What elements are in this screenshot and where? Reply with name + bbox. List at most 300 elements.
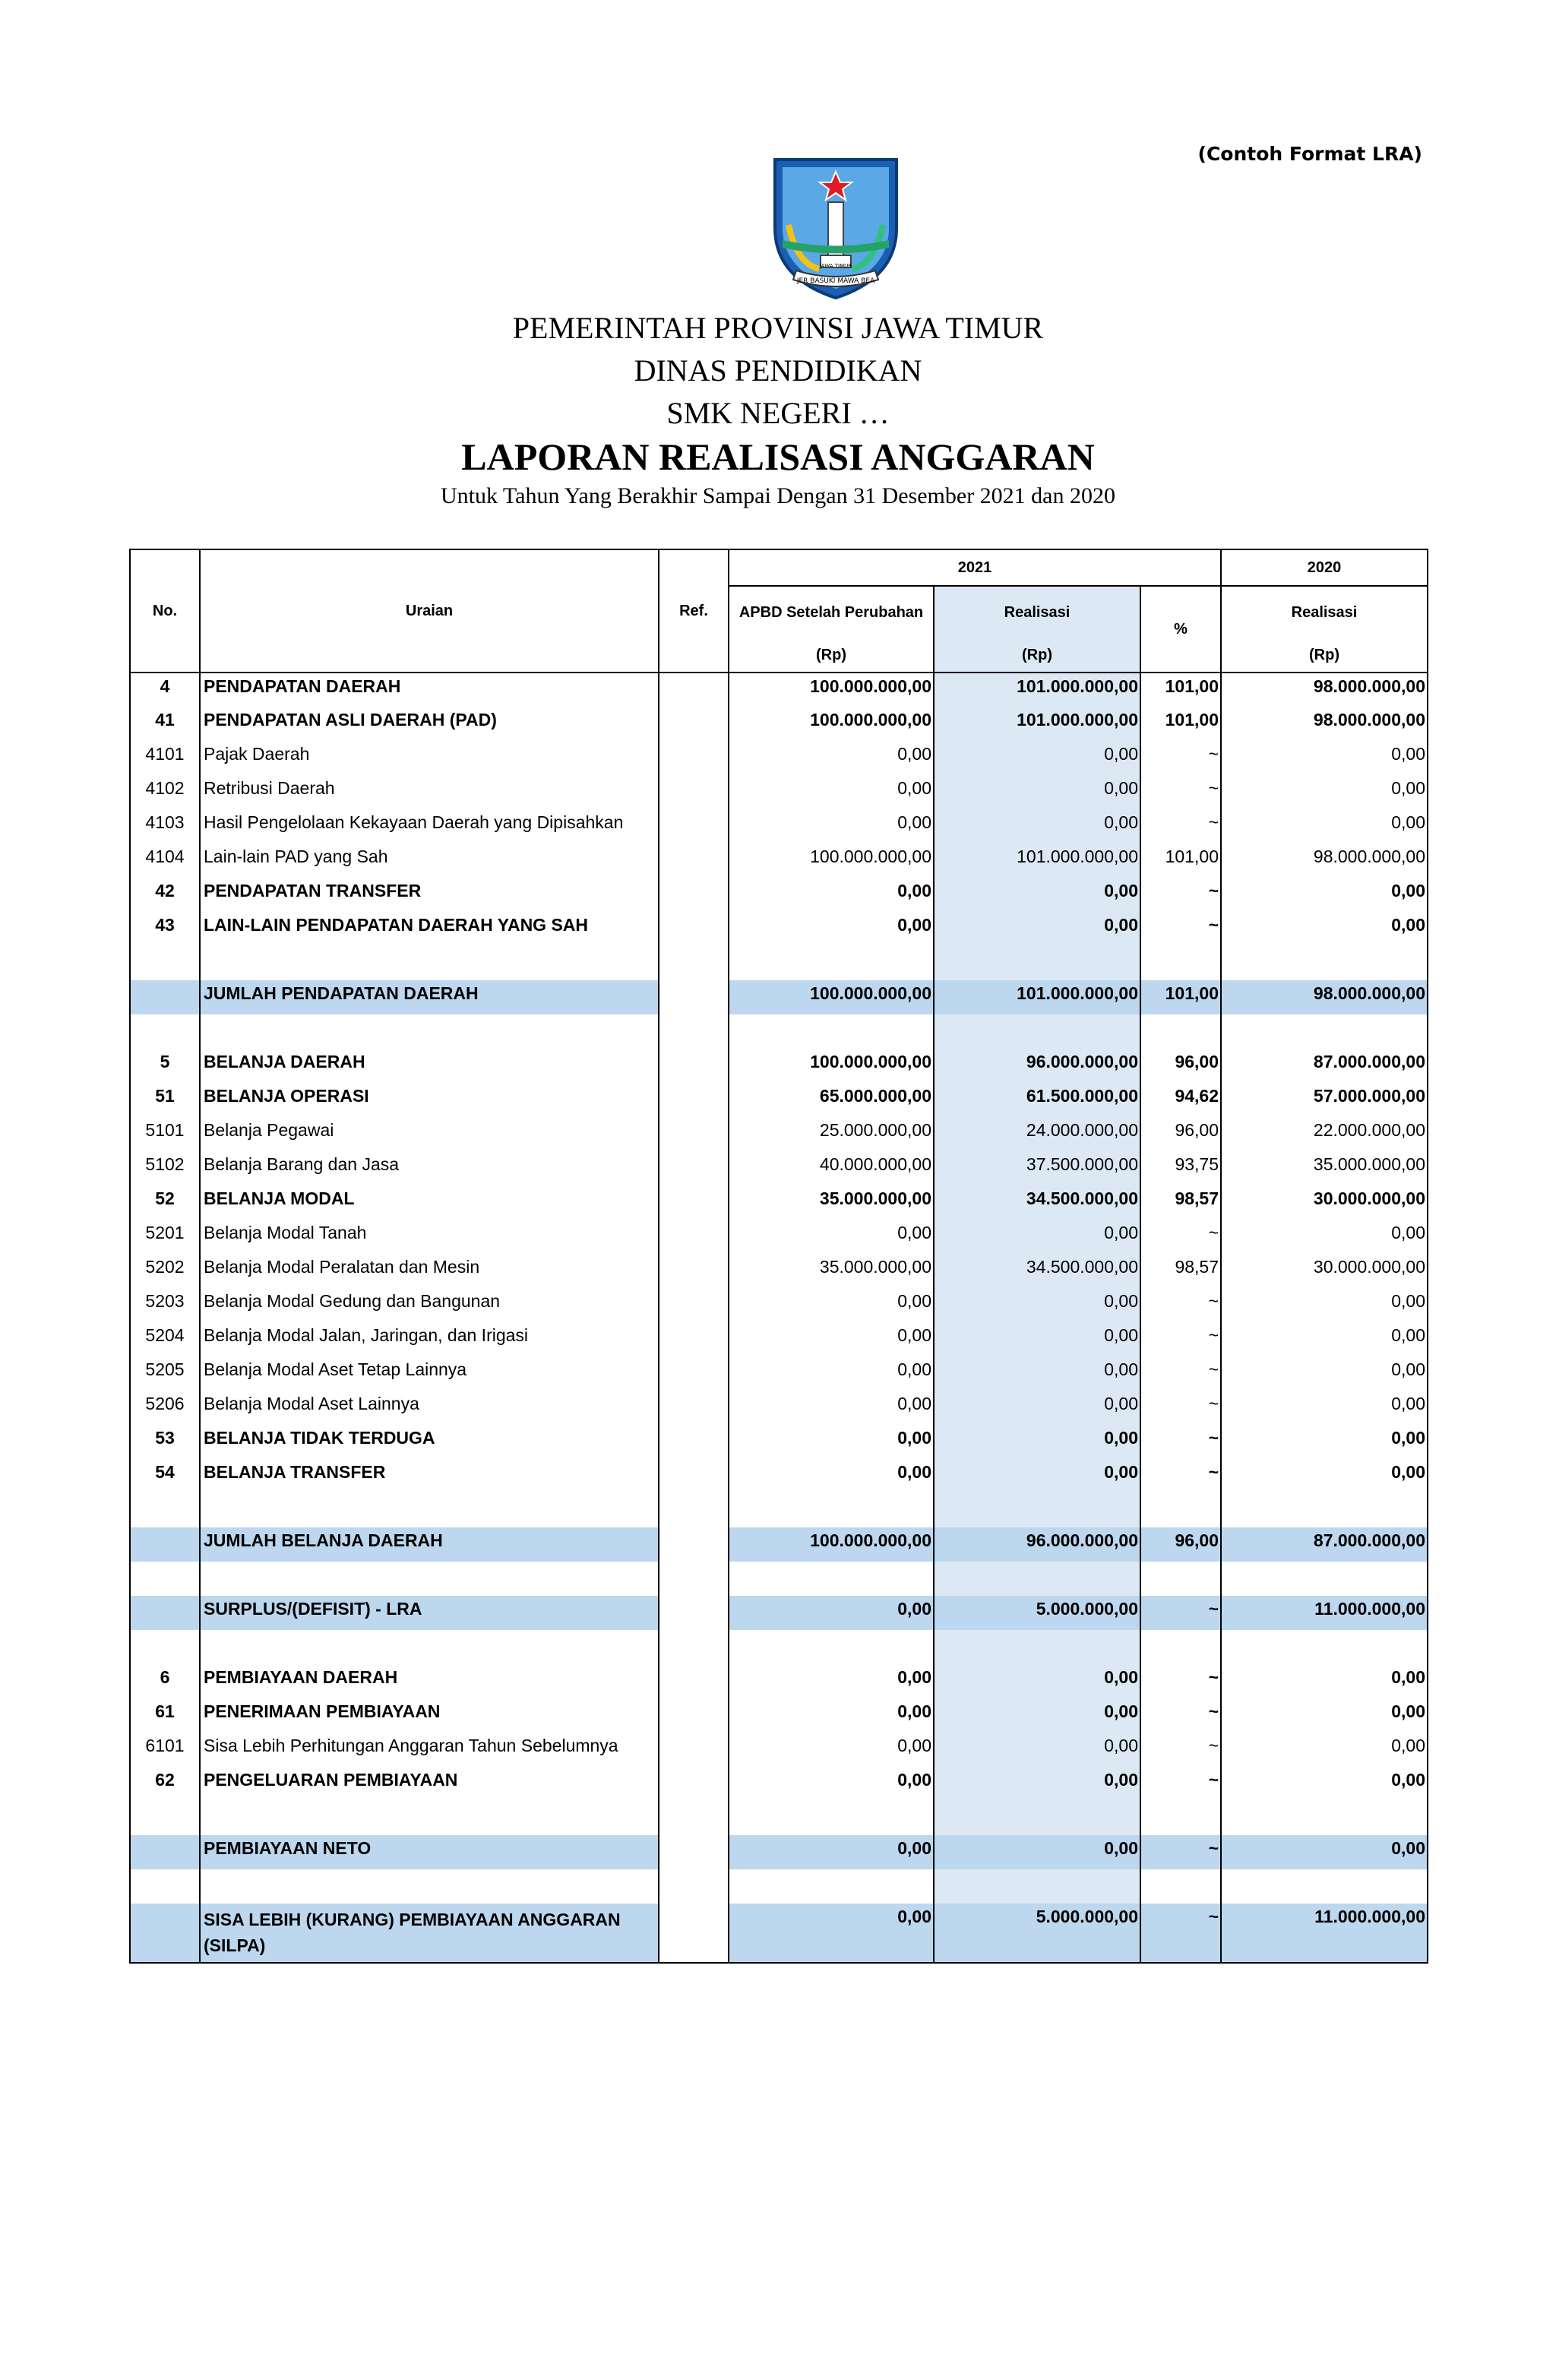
header-school: SMK NEGERI … [666,396,890,430]
header-pct: % [1140,586,1221,673]
cell-ref [659,1733,729,1767]
cell-pct [1140,1630,1221,1664]
cell-realisasi [934,1014,1140,1049]
cell-uraian: Belanja Modal Jalan, Jaringan, dan Irigasi [200,1322,659,1356]
cell-realisasi: 101.000.000,00 [934,707,1140,741]
cell-no: 41 [130,707,200,741]
cell-no: 43 [130,912,200,946]
cell-apbd: 65.000.000,00 [729,1083,934,1117]
cell-uraian: Belanja Barang dan Jasa [200,1151,659,1185]
cell-no: 53 [130,1425,200,1459]
table-row [130,1185,1428,1220]
cell-no [130,980,200,1014]
cell-uraian: Pajak Daerah [200,741,659,775]
cell-uraian: LAIN-LAIN PENDAPATAN DAERAH YANG SAH [200,912,659,946]
cell-apbd: 0,00 [729,878,934,912]
table-row [130,1391,1428,1425]
cell-ref [659,1322,729,1356]
cell-ref [659,1254,729,1288]
cell-no: 5102 [130,1151,200,1185]
cell-pct: ~ [1140,1356,1221,1391]
cell-realisasi-2020: 0,00 [1221,1425,1428,1459]
total-row [130,1596,1428,1630]
cell-apbd: 0,00 [729,912,934,946]
cell-pct: 96,00 [1140,1527,1221,1562]
cell-pct: 101,00 [1140,980,1221,1014]
cell-realisasi-2020: 11.000.000,00 [1221,1904,1428,1963]
cell-realisasi: 5.000.000,00 [934,1904,1140,1963]
cell-uraian: Lain-lain PAD yang Sah [200,843,659,878]
cell-apbd: 100.000.000,00 [729,1527,934,1562]
cell-ref [659,1630,729,1664]
cell-realisasi-2020: 0,00 [1221,1459,1428,1493]
header-ref: Ref. [659,549,729,673]
cell-apbd: 35.000.000,00 [729,1185,934,1220]
cell-apbd: 40.000.000,00 [729,1151,934,1185]
cell-realisasi: 34.500.000,00 [934,1254,1140,1288]
cell-ref [659,1049,729,1083]
cell-apbd: 0,00 [729,1904,934,1963]
header-department: DINAS PENDIDIKAN [634,353,922,388]
cell-apbd [729,1869,934,1904]
cell-uraian: Belanja Modal Peralatan dan Mesin [200,1254,659,1288]
cell-ref [659,1459,729,1493]
spacer-row [130,1014,1428,1049]
cell-pct: 96,00 [1140,1049,1221,1083]
cell-no: 5 [130,1049,200,1083]
cell-no: 5204 [130,1322,200,1356]
cell-uraian: PENERIMAAN PEMBIAYAAN [200,1698,659,1733]
cell-pct: ~ [1140,1733,1221,1767]
total-row [130,1835,1428,1869]
cell-ref [659,1117,729,1151]
cell-pct: ~ [1140,1596,1221,1630]
cell-realisasi: 37.500.000,00 [934,1151,1140,1185]
cell-pct: ~ [1140,1698,1221,1733]
table-row [130,1049,1428,1083]
table-row [130,878,1428,912]
spacer-row [130,1630,1428,1664]
header-realisasi-2021: Realisasi [934,586,1140,639]
cell-apbd: 100.000.000,00 [729,1049,934,1083]
table-row [130,1767,1428,1801]
cell-ref [659,1698,729,1733]
cell-pct: ~ [1140,1664,1221,1698]
table-row [130,1083,1428,1117]
header-realisasi-2020: Realisasi [1221,586,1428,639]
cell-pct: ~ [1140,1425,1221,1459]
cell-no: 5201 [130,1220,200,1254]
cell-realisasi [934,1801,1140,1835]
table-row [130,1425,1428,1459]
total-row [130,980,1428,1014]
cell-realisasi: 0,00 [934,741,1140,775]
table-row [130,1459,1428,1493]
cell-no: 62 [130,1767,200,1801]
cell-pct: ~ [1140,912,1221,946]
cell-realisasi-2020: 30.000.000,00 [1221,1185,1428,1220]
cell-ref [659,741,729,775]
cell-uraian: PENDAPATAN DAERAH [200,673,659,707]
cell-pct: 96,00 [1140,1117,1221,1151]
report-title: LAPORAN REALISASI ANGGARAN [461,435,1095,478]
header-year-2020: 2020 [1221,549,1428,586]
cell-ref [659,1767,729,1801]
cell-realisasi-2020: 0,00 [1221,741,1428,775]
cell-uraian: JUMLAH BELANJA DAERAH [200,1527,659,1562]
table-row [130,707,1428,741]
cell-uraian: Belanja Modal Aset Lainnya [200,1391,659,1425]
cell-realisasi-2020: 87.000.000,00 [1221,1049,1428,1083]
cell-apbd: 100.000.000,00 [729,843,934,878]
cell-pct: ~ [1140,1767,1221,1801]
cell-no [130,1869,200,1904]
header-no: No. [130,549,200,673]
cell-realisasi-2020 [1221,1562,1428,1596]
cell-realisasi: 96.000.000,00 [934,1049,1140,1083]
cell-realisasi-2020 [1221,1630,1428,1664]
cell-ref [659,1527,729,1562]
cell-no [130,1493,200,1527]
cell-no: 61 [130,1698,200,1733]
cell-apbd: 0,00 [729,1767,934,1801]
cell-realisasi-2020: 0,00 [1221,1288,1428,1322]
cell-ref [659,1493,729,1527]
cell-realisasi: 101.000.000,00 [934,673,1140,707]
cell-no [130,1835,200,1869]
cell-realisasi-2020: 0,00 [1221,775,1428,809]
cell-realisasi: 0,00 [934,1220,1140,1254]
cell-ref [659,707,729,741]
cell-realisasi-2020: 57.000.000,00 [1221,1083,1428,1117]
cell-pct [1140,1493,1221,1527]
cell-uraian: SURPLUS/(DEFISIT) - LRA [200,1596,659,1630]
cell-uraian [200,1630,659,1664]
table-row [130,1733,1428,1767]
cell-realisasi-2020: 0,00 [1221,1733,1428,1767]
cell-pct: 101,00 [1140,843,1221,878]
cell-no: 6101 [130,1733,200,1767]
cell-ref [659,809,729,843]
cell-realisasi: 0,00 [934,1698,1140,1733]
cell-realisasi: 101.000.000,00 [934,980,1140,1014]
cell-realisasi: 0,00 [934,912,1140,946]
cell-realisasi: 0,00 [934,1425,1140,1459]
cell-ref [659,912,729,946]
cell-no: 4101 [130,741,200,775]
cell-no: 4103 [130,809,200,843]
cell-uraian: BELANJA TIDAK TERDUGA [200,1425,659,1459]
cell-realisasi [934,946,1140,980]
cell-apbd: 0,00 [729,1356,934,1391]
spacer-row [130,1801,1428,1835]
cell-pct: 98,57 [1140,1185,1221,1220]
cell-uraian [200,1801,659,1835]
cell-realisasi: 34.500.000,00 [934,1185,1140,1220]
cell-apbd: 0,00 [729,1596,934,1630]
cell-pct: ~ [1140,775,1221,809]
cell-realisasi-2020: 87.000.000,00 [1221,1527,1428,1562]
total-row [130,1904,1428,1963]
cell-ref [659,1835,729,1869]
cell-realisasi: 0,00 [934,1664,1140,1698]
table-row [130,1117,1428,1151]
cell-uraian: PENGELUARAN PEMBIAYAAN [200,1767,659,1801]
cell-apbd: 100.000.000,00 [729,980,934,1014]
cell-apbd: 0,00 [729,1835,934,1869]
cell-uraian: PEMBIAYAAN DAERAH [200,1664,659,1698]
cell-realisasi: 0,00 [934,1356,1140,1391]
cell-uraian: Belanja Modal Tanah [200,1220,659,1254]
cell-no [130,946,200,980]
cell-realisasi-2020: 0,00 [1221,1391,1428,1425]
cell-uraian: BELANJA TRANSFER [200,1459,659,1493]
cell-realisasi [934,1493,1140,1527]
budget-table-wrapper [129,549,1428,1964]
cell-no [130,1801,200,1835]
cell-apbd: 0,00 [729,1288,934,1322]
cell-apbd [729,1562,934,1596]
cell-uraian: PEMBIAYAAN NETO [200,1835,659,1869]
cell-no: 5202 [130,1254,200,1288]
cell-apbd [729,1014,934,1049]
cell-apbd: 0,00 [729,1391,934,1425]
cell-pct: ~ [1140,1220,1221,1254]
cell-pct: ~ [1140,809,1221,843]
cell-realisasi: 0,00 [934,878,1140,912]
cell-realisasi-2020: 0,00 [1221,1698,1428,1733]
cell-uraian: JUMLAH PENDAPATAN DAERAH [200,980,659,1014]
cell-uraian: Retribusi Daerah [200,775,659,809]
cell-uraian: BELANJA OPERASI [200,1083,659,1117]
table-row [130,809,1428,843]
header-unit-realisasi: (Rp) [934,639,1140,673]
cell-realisasi-2020: 98.000.000,00 [1221,673,1428,707]
cell-pct: ~ [1140,1322,1221,1356]
cell-realisasi-2020 [1221,1014,1428,1049]
cell-pct: ~ [1140,741,1221,775]
table-row [130,1322,1428,1356]
cell-uraian: BELANJA MODAL [200,1185,659,1220]
cell-no: 5101 [130,1117,200,1151]
cell-apbd: 0,00 [729,809,934,843]
cell-realisasi: 0,00 [934,1459,1140,1493]
spacer-row [130,1562,1428,1596]
cell-pct: 98,57 [1140,1254,1221,1288]
spacer-row [130,1869,1428,1904]
cell-no: 54 [130,1459,200,1493]
cell-apbd: 100.000.000,00 [729,673,934,707]
table-header [130,549,1428,673]
cell-apbd: 0,00 [729,1664,934,1698]
cell-no [130,1014,200,1049]
cell-pct: ~ [1140,878,1221,912]
cell-realisasi: 0,00 [934,1322,1140,1356]
cell-pct [1140,1801,1221,1835]
cell-ref [659,1356,729,1391]
cell-realisasi-2020: 98.000.000,00 [1221,843,1428,878]
cell-pct: 101,00 [1140,707,1221,741]
cell-realisasi-2020: 98.000.000,00 [1221,707,1428,741]
cell-realisasi-2020: 0,00 [1221,1356,1428,1391]
cell-uraian [200,1869,659,1904]
coat-of-arms-logo [766,149,906,301]
cell-apbd [729,1801,934,1835]
cell-ref [659,1596,729,1630]
header-unit-2020: (Rp) [1221,639,1428,673]
cell-uraian [200,1014,659,1049]
cell-realisasi-2020: 0,00 [1221,878,1428,912]
cell-uraian: Hasil Pengelolaan Kekayaan Daerah yang Dipisahkan [200,809,659,843]
table-row [130,843,1428,878]
cell-no [130,1596,200,1630]
cell-apbd: 0,00 [729,775,934,809]
cell-realisasi [934,1562,1140,1596]
cell-realisasi: 24.000.000,00 [934,1117,1140,1151]
cell-uraian: PENDAPATAN TRANSFER [200,878,659,912]
cell-realisasi: 0,00 [934,1835,1140,1869]
cell-apbd: 0,00 [729,1733,934,1767]
cell-no: 4104 [130,843,200,878]
table-row [130,1698,1428,1733]
cell-ref [659,1014,729,1049]
cell-no [130,1904,200,1963]
cell-pct: 93,75 [1140,1151,1221,1185]
cell-pct [1140,1869,1221,1904]
table-row [130,1664,1428,1698]
cell-realisasi-2020: 0,00 [1221,1220,1428,1254]
cell-apbd: 0,00 [729,1322,934,1356]
cell-realisasi: 5.000.000,00 [934,1596,1140,1630]
cell-ref [659,1151,729,1185]
cell-no: 52 [130,1185,200,1220]
table-row [130,673,1428,707]
cell-realisasi-2020: 98.000.000,00 [1221,980,1428,1014]
budget-realization-table [129,549,1428,1964]
cell-realisasi-2020: 30.000.000,00 [1221,1254,1428,1288]
header-government: PEMERINTAH PROVINSI JAWA TIMUR [512,311,1044,345]
cell-apbd [729,1493,934,1527]
cell-apbd: 25.000.000,00 [729,1117,934,1151]
cell-ref [659,1869,729,1904]
cell-ref [659,1391,729,1425]
format-note: (Contoh Format LRA) [1197,143,1422,165]
cell-apbd: 35.000.000,00 [729,1254,934,1288]
cell-realisasi [934,1630,1140,1664]
cell-ref [659,1425,729,1459]
cell-realisasi-2020: 0,00 [1221,809,1428,843]
cell-uraian: Belanja Modal Gedung dan Bangunan [200,1288,659,1322]
cell-realisasi-2020: 0,00 [1221,1767,1428,1801]
cell-no [130,1630,200,1664]
cell-realisasi: 0,00 [934,775,1140,809]
cell-apbd [729,1630,934,1664]
table-row [130,1254,1428,1288]
header-year-2021: 2021 [729,549,1221,586]
cell-ref [659,1288,729,1322]
cell-pct: ~ [1140,1288,1221,1322]
cell-no: 5203 [130,1288,200,1322]
cell-ref [659,946,729,980]
cell-uraian: BELANJA DAERAH [200,1049,659,1083]
cell-ref [659,980,729,1014]
cell-realisasi [934,1869,1140,1904]
cell-realisasi-2020: 11.000.000,00 [1221,1596,1428,1630]
cell-realisasi: 0,00 [934,1391,1140,1425]
report-subtitle: Untuk Tahun Yang Berakhir Sampai Dengan 31 Desember 2021 dan 2020 [440,483,1116,508]
cell-realisasi: 61.500.000,00 [934,1083,1140,1117]
cell-pct: ~ [1140,1904,1221,1963]
header-unit-apbd: (Rp) [729,639,934,673]
svg-text:JER BASUKI MAWA BEA: JER BASUKI MAWA BEA [796,277,875,285]
cell-no: 5206 [130,1391,200,1425]
cell-uraian: Sisa Lebih Perhitungan Anggaran Tahun Sebelumnya [200,1733,659,1767]
table-row [130,775,1428,809]
cell-apbd: 0,00 [729,1220,934,1254]
cell-realisasi: 0,00 [934,1733,1140,1767]
cell-ref [659,1904,729,1963]
cell-uraian: Belanja Pegawai [200,1117,659,1151]
cell-apbd: 100.000.000,00 [729,707,934,741]
cell-no: 42 [130,878,200,912]
cell-realisasi: 0,00 [934,809,1140,843]
cell-uraian [200,946,659,980]
cell-apbd: 0,00 [729,1459,934,1493]
cell-uraian [200,1562,659,1596]
cell-no: 4 [130,673,200,707]
cell-pct: 101,00 [1140,673,1221,707]
cell-ref [659,775,729,809]
cell-pct: ~ [1140,1391,1221,1425]
cell-pct [1140,1014,1221,1049]
cell-ref [659,1185,729,1220]
cell-pct: ~ [1140,1835,1221,1869]
header-apbd: APBD Setelah Perubahan [729,586,934,639]
cell-uraian [200,1493,659,1527]
cell-realisasi-2020: 0,00 [1221,912,1428,946]
cell-pct [1140,1562,1221,1596]
table-row [130,1220,1428,1254]
cell-no [130,1527,200,1562]
table-row [130,1288,1428,1322]
spacer-row [130,946,1428,980]
cell-no: 6 [130,1664,200,1698]
table-row [130,1356,1428,1391]
cell-realisasi: 0,00 [934,1767,1140,1801]
cell-ref [659,878,729,912]
cell-ref [659,1083,729,1117]
cell-ref [659,673,729,707]
cell-ref [659,1801,729,1835]
table-row [130,912,1428,946]
cell-no: 4102 [130,775,200,809]
table-row [130,741,1428,775]
cell-apbd: 0,00 [729,1425,934,1459]
cell-ref [659,1562,729,1596]
cell-realisasi-2020 [1221,1869,1428,1904]
svg-text:JAWA TIMUR: JAWA TIMUR [819,263,852,269]
cell-realisasi-2020: 35.000.000,00 [1221,1151,1428,1185]
cell-pct [1140,946,1221,980]
cell-realisasi-2020: 22.000.000,00 [1221,1117,1428,1151]
cell-pct: ~ [1140,1459,1221,1493]
cell-realisasi: 96.000.000,00 [934,1527,1140,1562]
cell-ref [659,1220,729,1254]
cell-uraian: SISA LEBIH (KURANG) PEMBIAYAAN ANGGARAN (SILPA) [200,1904,659,1963]
cell-realisasi-2020: 0,00 [1221,1664,1428,1698]
cell-ref [659,1664,729,1698]
total-row [130,1527,1428,1562]
